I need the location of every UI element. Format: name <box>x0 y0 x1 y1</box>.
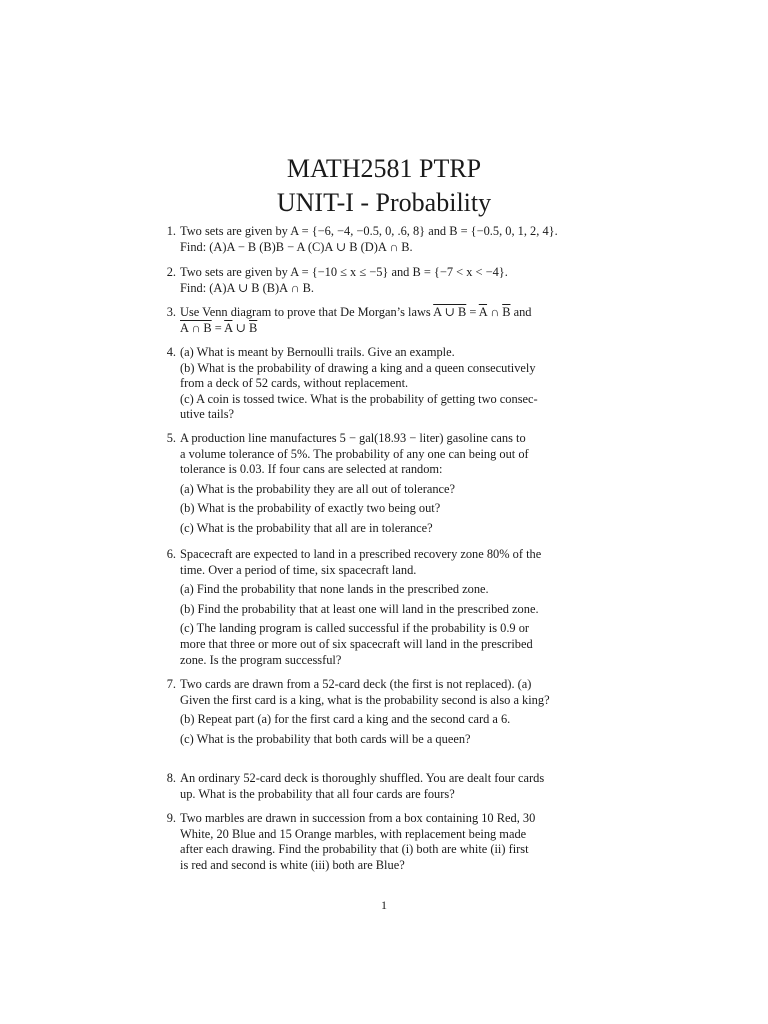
question-text-line: An ordinary 52-card deck is thoroughly shuffled. You are dealt four cards <box>180 771 545 785</box>
question-text-line: Two sets are given by A = {−6, −4, −0.5, 0, .6, 8} and B = {−0.5, 0, 1, 2, 4}. <box>180 224 558 238</box>
question-text-line: utive tails? <box>180 407 235 422</box>
question-number: 5. <box>166 431 176 445</box>
question-text-line: a volume tolerance of 5%. The probability of any one can being out of <box>180 446 529 461</box>
question-text-line: Two marbles are drawn in succession from a box containing 10 Red, 30 <box>180 811 536 825</box>
question-number: 1. <box>166 224 176 238</box>
question-1 <box>166 224 600 255</box>
subquestion-b: (b) Find the probability that at least one will land in the prescribed zone. <box>180 601 539 616</box>
question-3 <box>166 305 600 336</box>
question-text-line: White, 20 Blue and 15 Orange marbles, with replacement being made <box>180 826 527 841</box>
subquestion-b: (b) What is the probability of exactly two being out? <box>180 501 441 516</box>
question-text: Use Venn diagram to prove that De Morgan’s laws <box>180 305 434 319</box>
question-text-line: up. What is the probability that all four cards are fours? <box>180 786 455 801</box>
question-text-line: A production line manufactures 5 − gal(18.93 − liter) gasoline cans to <box>180 431 526 445</box>
page-number: 1 <box>381 898 387 912</box>
question-text-line: Spacecraft are expected to land in a prescribed recovery zone 80% of the <box>180 547 542 561</box>
question-number: 7. <box>166 677 176 691</box>
question-5 <box>166 431 600 537</box>
equals-sign: = <box>466 305 479 319</box>
question-text-line: time. Over a period of time, six spacecraft land. <box>180 562 417 577</box>
document-title-course: MATH2581 PTRP <box>286 154 482 183</box>
subquestion-c: (c) What is the probability that all are in tolerance? <box>180 520 433 535</box>
question-text-line <box>180 321 600 337</box>
question-number: 4. <box>166 345 176 359</box>
question-text-line <box>180 305 600 321</box>
question-text-line: tolerance is 0.03. If four cans are selected at random: <box>180 462 443 477</box>
subquestion-c: (c) The landing program is called successful if the probability is 0.9 or <box>180 621 530 636</box>
question-text-line: Two cards are drawn from a 52-card deck (the first is not replaced). (a) <box>180 677 532 691</box>
complement-a: $\overline{A}$ <box>224 320 233 335</box>
question-number: 9. <box>166 811 176 825</box>
question-text-line: (a) What is meant by Bernoulli trails. Give an example. <box>180 345 455 359</box>
document-title-unit: UNIT-I - Probability <box>276 188 492 217</box>
question-number: 2. <box>166 265 176 279</box>
complement-a: $\overline{A}$ <box>478 305 488 319</box>
subquestion-c: (c) What is the probability that both cards will be a queen? <box>180 731 471 746</box>
question-number: 8. <box>166 771 176 785</box>
question-text-line: after each drawing. Find the probability that (i) both are white (ii) first <box>180 842 529 857</box>
question-text-line: more that three or more out of six spacecraft will land in the prescribed <box>180 636 533 651</box>
subquestion-b: (b) Repeat part (a) for the first card a king and the second card a 6. <box>180 712 511 727</box>
complement-union: A ∪ B <box>433 305 467 319</box>
question-number: 6. <box>166 547 176 561</box>
question-9 <box>166 811 600 873</box>
question-number: 3. <box>166 305 176 319</box>
question-text-line: Find: (A)A ∪ B (B)A ∩ B. <box>180 280 314 295</box>
complement-b: $\overline{B}$ <box>249 320 258 335</box>
question-text: and <box>510 305 532 319</box>
question-text-line: (b) What is the probability of drawing a king and a queen consecutively <box>180 360 536 375</box>
equals-sign: = <box>211 320 225 335</box>
complement-intersection: A ∩ B <box>180 320 212 335</box>
question-text-line: Two sets are given by A = {−10 ≤ x ≤ −5} and B = {−7 < x < −4}. <box>180 265 508 279</box>
question-6 <box>166 547 600 668</box>
question-7 <box>166 677 600 747</box>
question-text-line: is red and second is white (iii) both are Blue? <box>180 857 405 872</box>
subquestion-a: (a) What is the probability they are all out of tolerance? <box>180 481 456 496</box>
question-text-line: Find: (A)A − B (B)B − A (C)A ∪ B (D)A ∩ B. <box>180 239 413 254</box>
complement-b: $\overline{B}$ <box>502 305 511 319</box>
subquestion-a: (a) Find the probability that none lands in the prescribed zone. <box>180 582 489 597</box>
question-2 <box>166 265 600 296</box>
question-text-line: zone. Is the program successful? <box>180 652 342 667</box>
question-8 <box>166 771 600 802</box>
question-4 <box>166 345 600 423</box>
question-text-line: from a deck of 52 cards, without replacement. <box>180 376 409 391</box>
question-text-line: (c) A coin is tossed twice. What is the probability of getting two consec- <box>180 391 538 406</box>
set-operator: ∪ <box>232 320 250 335</box>
set-operator: ∩ <box>487 305 503 319</box>
question-text-line: Given the first card is a king, what is the probability second is also a king? <box>180 692 550 707</box>
